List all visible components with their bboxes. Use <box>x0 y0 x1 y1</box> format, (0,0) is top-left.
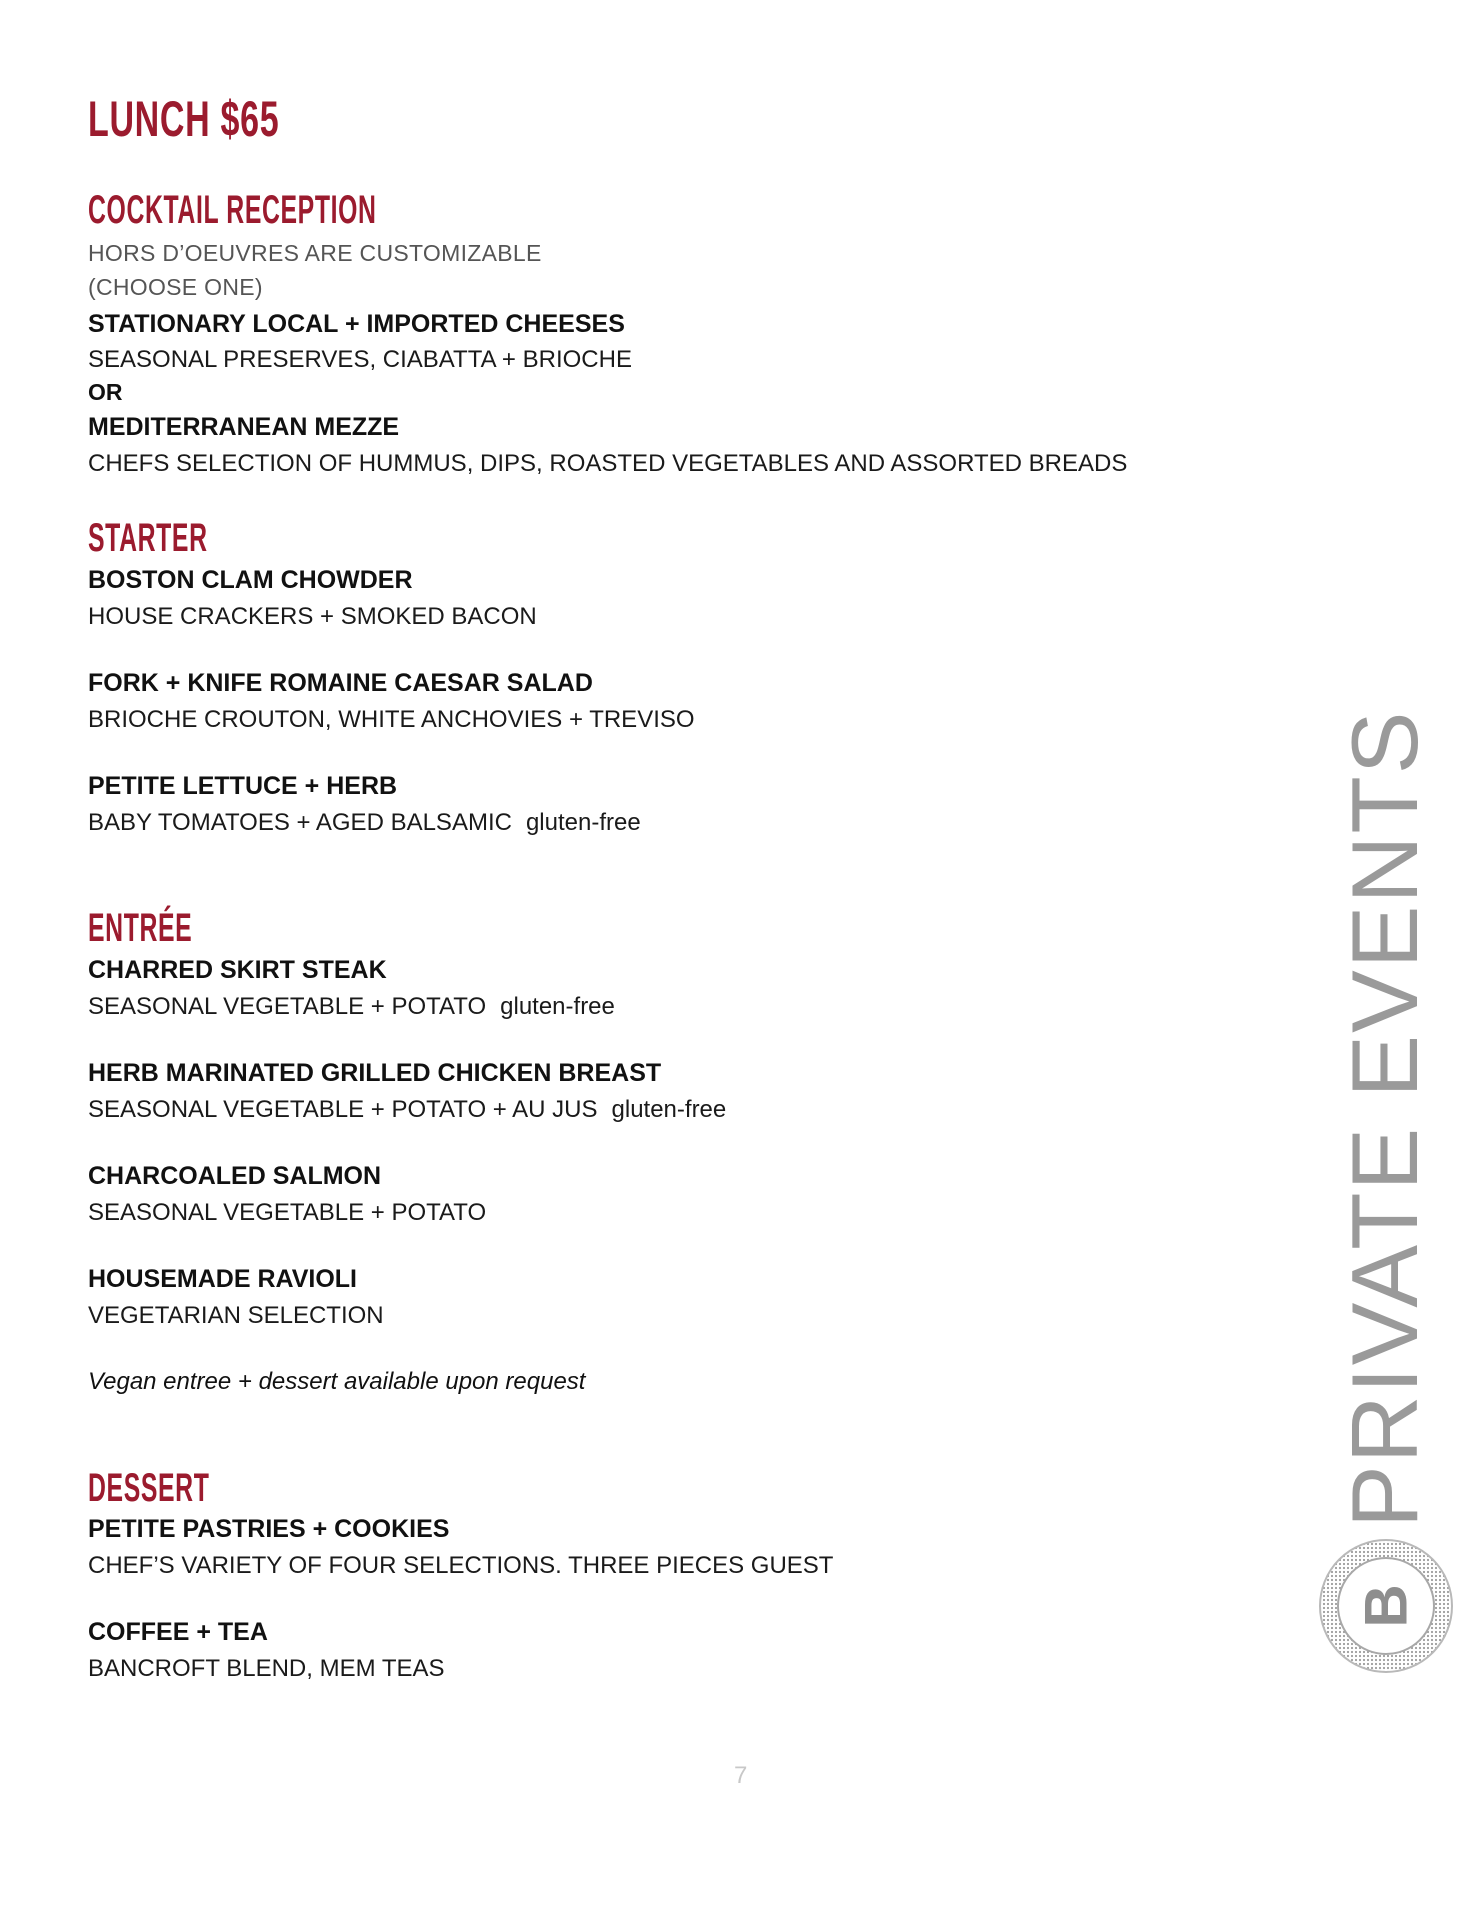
gluten-free-tag: gluten-free <box>611 1096 727 1123</box>
private-events-text: PRIVATE EVENTS <box>1332 709 1437 1528</box>
menu-title: LUNCH $65 <box>88 91 280 147</box>
menu-item-desc: CHEFS SELECTION OF HUMMUS, DIPS, ROASTED VEGETABLES AND ASSORTED BREADS <box>88 450 1128 477</box>
or-separator: OR <box>88 379 123 405</box>
cocktail-choose-note: (CHOOSE ONE) <box>88 274 263 300</box>
menu-item-name: HOUSEMADE RAVIOLI <box>88 1265 357 1293</box>
menu-item-name: PETITE LETTUCE + HERB <box>88 772 398 800</box>
menu-item-name: HERB MARINATED GRILLED CHICKEN BREAST <box>88 1059 662 1087</box>
section-heading-starter: STARTER <box>88 516 208 560</box>
menu-item-desc: HOUSE CRACKERS + SMOKED BACON <box>88 603 537 630</box>
menu-item-desc: SEASONAL PRESERVES, CIABATTA + BRIOCHE <box>88 346 632 373</box>
menu-item-name: MEDITERRANEAN MEZZE <box>88 413 400 441</box>
cocktail-note: HORS D’OEUVRES ARE CUSTOMIZABLE <box>88 240 542 266</box>
menu-item-name: BOSTON CLAM CHOWDER <box>88 566 413 594</box>
menu-item-desc: SEASONAL VEGETABLE + POTATO + AU JUS gluten-free <box>88 1096 727 1123</box>
section-heading-cocktail: COCKTAIL RECEPTION <box>88 188 377 232</box>
vegan-note: Vegan entree + dessert available upon request <box>88 1368 586 1395</box>
menu-item-name: CHARCOALED SALMON <box>88 1162 382 1190</box>
menu-item-name: COFFEE + TEA <box>88 1618 268 1646</box>
menu-item-desc: BRIOCHE CROUTON, WHITE ANCHOVIES + TREVISO <box>88 706 695 733</box>
menu-item-desc: CHEF’S VARIETY OF FOUR SELECTIONS. THREE PIECES GUEST <box>88 1552 834 1579</box>
menu-item-desc: SEASONAL VEGETABLE + POTATO <box>88 1199 487 1226</box>
menu-item-name: PETITE PASTRIES + COOKIES <box>88 1515 450 1543</box>
menu-item-desc: SEASONAL VEGETABLE + POTATO gluten-free <box>88 993 615 1020</box>
menu-item-desc: BABY TOMATOES + AGED BALSAMIC gluten-free <box>88 809 641 836</box>
menu-item-desc: VEGETARIAN SELECTION <box>88 1302 384 1329</box>
page-number: 7 <box>734 1762 748 1789</box>
menu-item-name: STATIONARY LOCAL + IMPORTED CHEESES <box>88 310 625 338</box>
gluten-free-tag: gluten-free <box>525 809 641 836</box>
logo-letter: B <box>1352 1584 1420 1628</box>
menu-item-desc: BANCROFT BLEND, MEM TEAS <box>88 1655 445 1682</box>
menu-item-name: CHARRED SKIRT STEAK <box>88 956 387 984</box>
section-heading-entree: ENTRÉE <box>88 906 193 950</box>
gluten-free-tag: gluten-free <box>500 993 615 1020</box>
bancroft-seal-logo <box>1318 1538 1454 1674</box>
menu-item-name: FORK + KNIFE ROMAINE CAESAR SALAD <box>88 669 593 697</box>
section-heading-dessert: DESSERT <box>88 1466 210 1510</box>
